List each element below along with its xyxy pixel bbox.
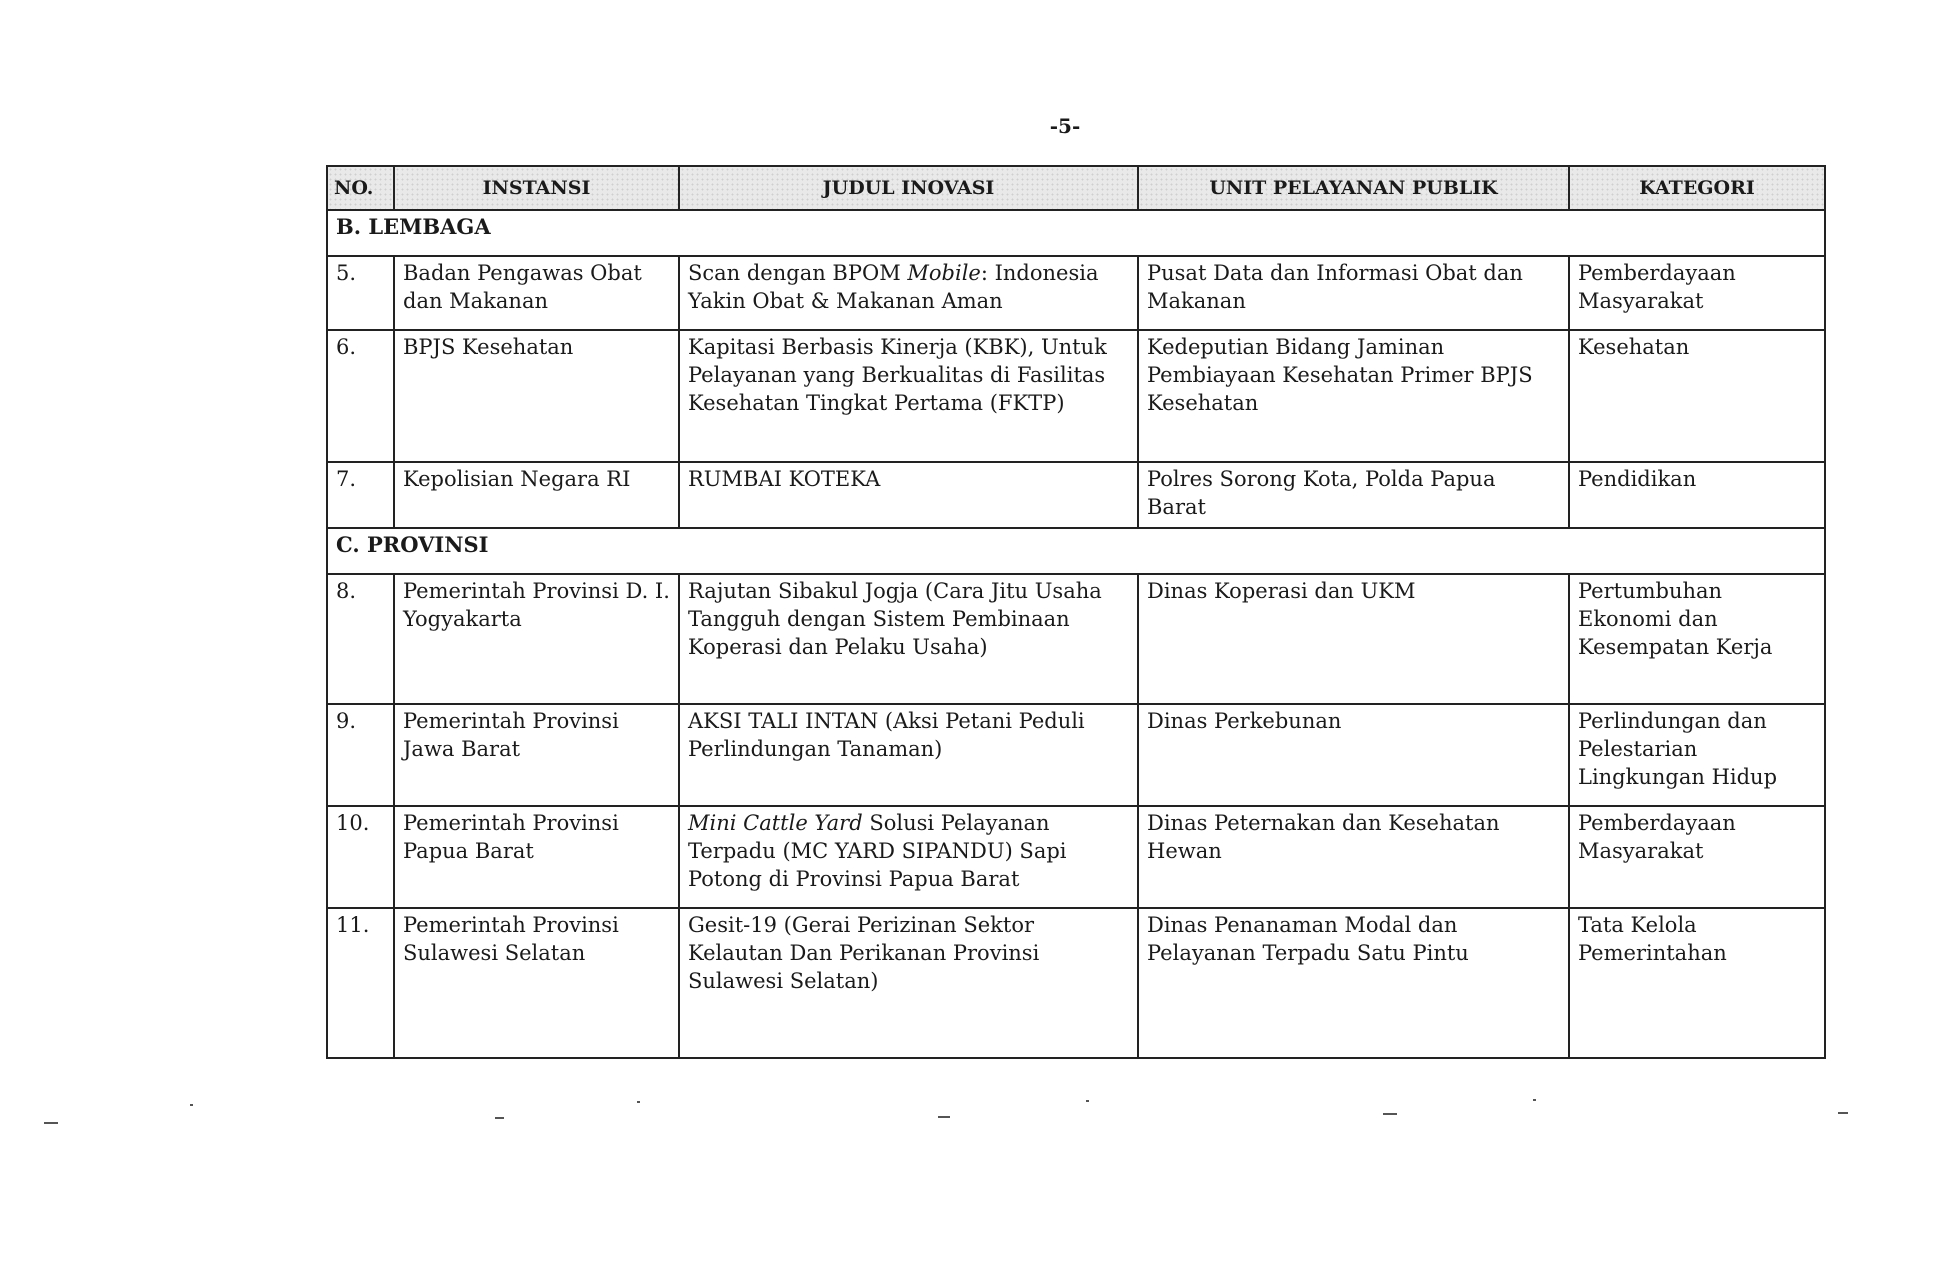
cell-kategori: Pendidikan <box>1569 462 1825 528</box>
header-no: NO. <box>327 166 394 210</box>
header-instansi: INSTANSI <box>394 166 679 210</box>
cell-judul-inovasi <box>679 462 1138 528</box>
cell-kategori: Pertumbuhan Ekonomi dan Kesempatan Kerja <box>1569 574 1825 704</box>
scan-speck <box>1086 1100 1089 1102</box>
cell-no: 8. <box>327 574 394 704</box>
cell-kategori: Tata Kelola Pemerintahan <box>1569 908 1825 1058</box>
cell-kategori: Pemberdayaan Masyarakat <box>1569 806 1825 908</box>
scan-speck <box>1838 1112 1848 1114</box>
scan-speck <box>44 1122 58 1124</box>
cell-no: 5. <box>327 256 394 330</box>
scan-speck <box>637 1101 640 1103</box>
cell-kategori: Pemberdayaan Masyarakat <box>1569 256 1825 330</box>
cell-kategori: Kesehatan <box>1569 330 1825 462</box>
table-row <box>327 574 1825 704</box>
header-judul-inovasi: JUDUL INOVASI <box>679 166 1138 210</box>
table-row <box>327 908 1825 1058</box>
table-row <box>327 806 1825 908</box>
scan-speck <box>1533 1099 1536 1101</box>
scan-speck <box>1383 1113 1397 1115</box>
judul-text: Gesit-19 (Gerai Perizinan Sektor Kelautan Dan Perikanan Provinsi Sulawesi Selatan) <box>688 913 1040 993</box>
section-row <box>327 528 1825 574</box>
cell-unit-pelayanan: Dinas Penanaman Modal dan Pelayanan Terpadu Satu Pintu <box>1138 908 1569 1058</box>
judul-text: Kapitasi Berbasis Kinerja (KBK), Untuk Pelayanan yang Berkualitas di Fasilitas Kesehatan Tingkat Pertama (FKTP) <box>688 335 1107 415</box>
cell-unit-pelayanan: Kedeputian Bidang Jaminan Pembiayaan Kesehatan Primer BPJS Kesehatan <box>1138 330 1569 462</box>
cell-instansi: Pemerintah Provinsi D. I. Yogyakarta <box>394 574 679 704</box>
cell-judul-inovasi <box>679 704 1138 806</box>
cell-no: 10. <box>327 806 394 908</box>
judul-text: Rajutan Sibakul Jogja (Cara Jitu Usaha Tangguh dengan Sistem Pembinaan Koperasi dan Pelaku Usaha) <box>688 579 1102 659</box>
cell-unit-pelayanan: Dinas Peternakan dan Kesehatan Hewan <box>1138 806 1569 908</box>
table-header-row <box>327 166 1825 210</box>
section-row <box>327 210 1825 256</box>
cell-unit-pelayanan: Dinas Perkebunan <box>1138 704 1569 806</box>
cell-instansi: Kepolisian Negara RI <box>394 462 679 528</box>
table-row <box>327 462 1825 528</box>
judul-italic-text: Mobile <box>907 261 981 285</box>
table-row <box>327 256 1825 330</box>
judul-text: RUMBAI KOTEKA <box>688 467 881 491</box>
judul-text: AKSI TALI INTAN (Aksi Petani Peduli Perlindungan Tanaman) <box>688 709 1085 761</box>
cell-instansi: Pemerintah Provinsi Jawa Barat <box>394 704 679 806</box>
cell-unit-pelayanan: Dinas Koperasi dan UKM <box>1138 574 1569 704</box>
cell-instansi: Pemerintah Provinsi Papua Barat <box>394 806 679 908</box>
judul-text: Scan dengan BPOM <box>688 261 908 285</box>
header-unit-pelayanan: UNIT PELAYANAN PUBLIK <box>1138 166 1569 210</box>
innovation-table <box>326 165 1826 1059</box>
cell-unit-pelayanan: Polres Sorong Kota, Polda Papua Barat <box>1138 462 1569 528</box>
cell-no: 7. <box>327 462 394 528</box>
cell-instansi: Badan Pengawas Obat dan Makanan <box>394 256 679 330</box>
cell-judul-inovasi <box>679 908 1138 1058</box>
cell-kategori: Perlindungan dan Pelestarian Lingkungan Hidup <box>1569 704 1825 806</box>
cell-judul-inovasi <box>679 256 1138 330</box>
judul-text-end: Solusi Pelayanan Terpadu (MC YARD SIPANDU) Sapi Potong di Provinsi Papua Barat <box>688 811 1067 891</box>
cell-judul-inovasi <box>679 574 1138 704</box>
cell-instansi: Pemerintah Provinsi Sulawesi Selatan <box>394 908 679 1058</box>
page-number: -5- <box>1049 114 1081 138</box>
cell-no: 11. <box>327 908 394 1058</box>
cell-no: 6. <box>327 330 394 462</box>
judul-text-end: : Indonesia Yakin Obat & Makanan Aman <box>688 261 1099 313</box>
scan-speck <box>938 1116 950 1118</box>
scan-speck <box>495 1117 504 1119</box>
section-title-provinsi: C. PROVINSI <box>327 528 1825 574</box>
cell-instansi: BPJS Kesehatan <box>394 330 679 462</box>
cell-unit-pelayanan: Pusat Data dan Informasi Obat dan Makanan <box>1138 256 1569 330</box>
header-kategori: KATEGORI <box>1569 166 1825 210</box>
scan-speck <box>190 1104 193 1106</box>
table-row <box>327 330 1825 462</box>
cell-no: 9. <box>327 704 394 806</box>
section-title-lembaga: B. LEMBAGA <box>327 210 1825 256</box>
table-row <box>327 704 1825 806</box>
cell-judul-inovasi <box>679 330 1138 462</box>
judul-italic-text: Mini Cattle Yard <box>688 811 863 835</box>
cell-judul-inovasi <box>679 806 1138 908</box>
